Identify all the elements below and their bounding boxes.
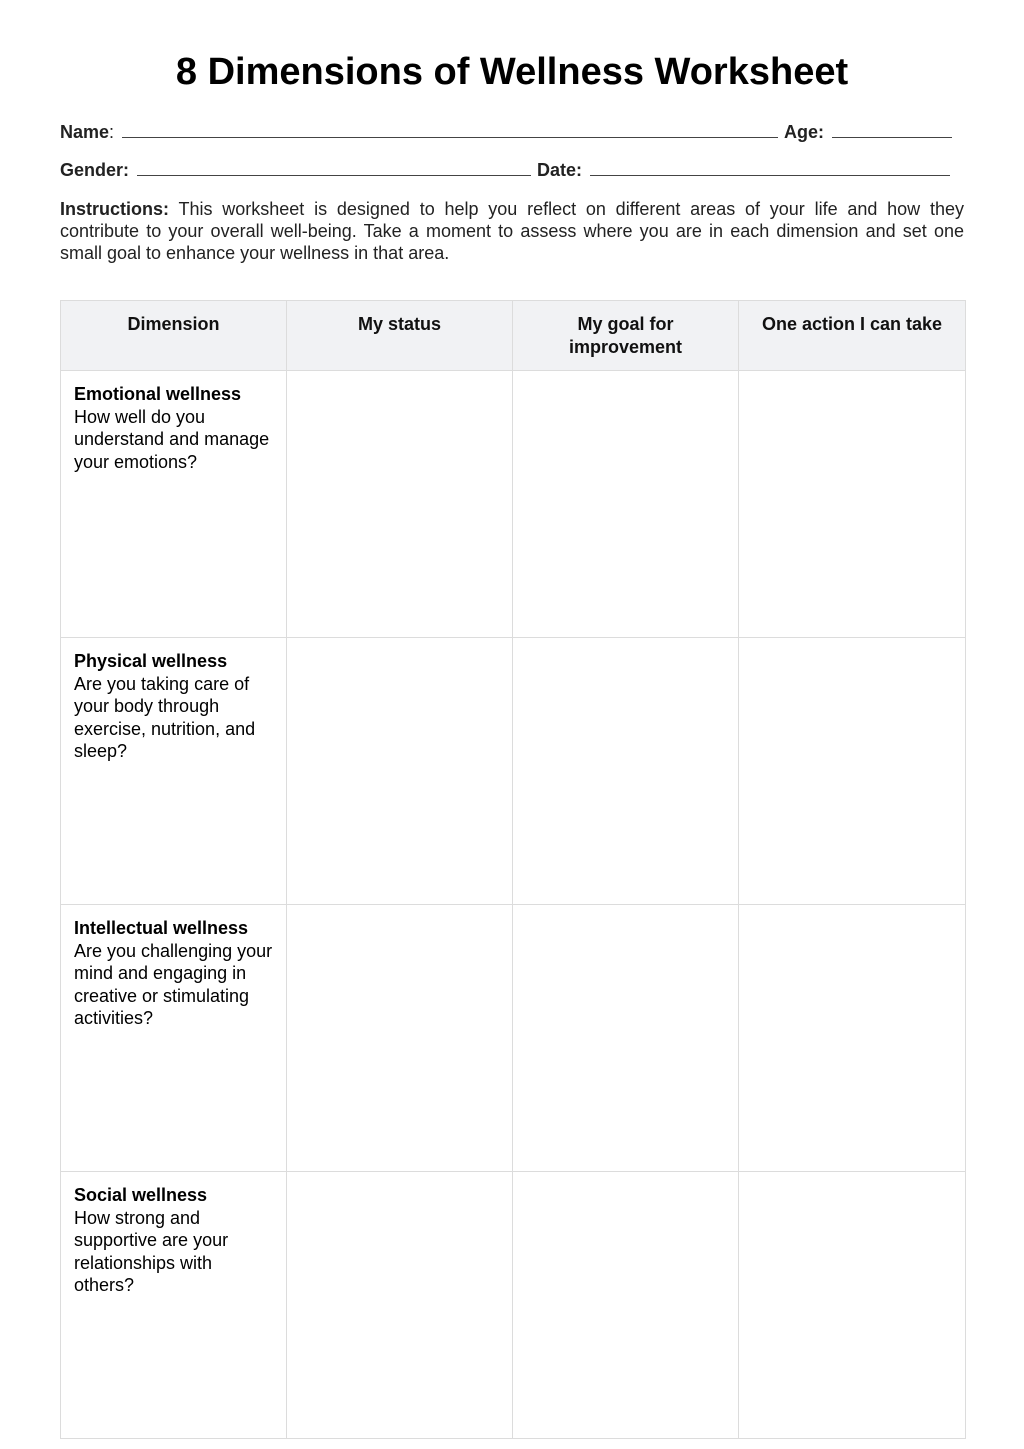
action-cell[interactable] bbox=[739, 1172, 966, 1439]
age-field[interactable] bbox=[832, 121, 952, 138]
dimension-cell bbox=[61, 905, 287, 1172]
dimension-name: Social wellness bbox=[74, 1185, 208, 1205]
table-header-row bbox=[61, 301, 966, 371]
date-label: Date: bbox=[537, 160, 583, 180]
table-row bbox=[61, 638, 966, 905]
dimension-name: Physical wellness bbox=[74, 651, 228, 671]
goal-cell[interactable] bbox=[513, 1172, 739, 1439]
dimension-question: How strong and supportive are your relationships with others? bbox=[74, 1207, 229, 1295]
dimension-question: Are you taking care of your body through exercise, nutrition, and sleep? bbox=[74, 673, 256, 761]
dimension-name: Intellectual wellness bbox=[74, 918, 249, 938]
dimension-question: How well do you understand and manage your emotions? bbox=[74, 406, 270, 472]
dimension-cell bbox=[61, 371, 287, 638]
page-title: 8 Dimensions of Wellness Worksheet bbox=[175, 51, 849, 93]
header-action: One action I can take bbox=[739, 301, 966, 371]
goal-cell[interactable] bbox=[513, 371, 739, 638]
name-age-row bbox=[60, 120, 964, 144]
table-row bbox=[61, 1172, 966, 1439]
gender-label: Gender: bbox=[60, 160, 130, 180]
action-cell[interactable] bbox=[739, 371, 966, 638]
age-label: Age: bbox=[784, 122, 825, 142]
wellness-table bbox=[60, 300, 966, 1439]
instructions-text: This worksheet is designed to help you reflect on different areas of your life and how they contribute to your overall well-being. Take a moment to assess where you are in each dimension and set one small goal to enhance your wellness in that area. bbox=[60, 199, 964, 263]
status-cell[interactable] bbox=[287, 371, 513, 638]
table-row bbox=[61, 905, 966, 1172]
header-goal: My goal for improvement bbox=[513, 301, 739, 371]
name-field[interactable] bbox=[122, 121, 778, 138]
gender-field[interactable] bbox=[137, 159, 531, 176]
table-row bbox=[61, 371, 966, 638]
header-dimension: Dimension bbox=[61, 301, 287, 371]
name-label: Name bbox=[60, 122, 110, 142]
goal-cell[interactable] bbox=[513, 905, 739, 1172]
dimension-name: Emotional wellness bbox=[74, 384, 242, 404]
instructions-lead: Instructions: bbox=[60, 199, 170, 219]
gender-date-row bbox=[60, 158, 964, 182]
goal-cell[interactable] bbox=[513, 638, 739, 905]
status-cell[interactable] bbox=[287, 1172, 513, 1439]
instructions bbox=[60, 198, 964, 264]
dimension-cell bbox=[61, 638, 287, 905]
status-cell[interactable] bbox=[287, 905, 513, 1172]
action-cell[interactable] bbox=[739, 905, 966, 1172]
header-my-status: My status bbox=[287, 301, 513, 371]
name-colon: : bbox=[109, 122, 115, 142]
status-cell[interactable] bbox=[287, 638, 513, 905]
date-field[interactable] bbox=[590, 159, 950, 176]
dimension-question: Are you challenging your mind and engaging in creative or stimulating activities? bbox=[74, 940, 273, 1028]
action-cell[interactable] bbox=[739, 638, 966, 905]
dimension-cell bbox=[61, 1172, 287, 1439]
